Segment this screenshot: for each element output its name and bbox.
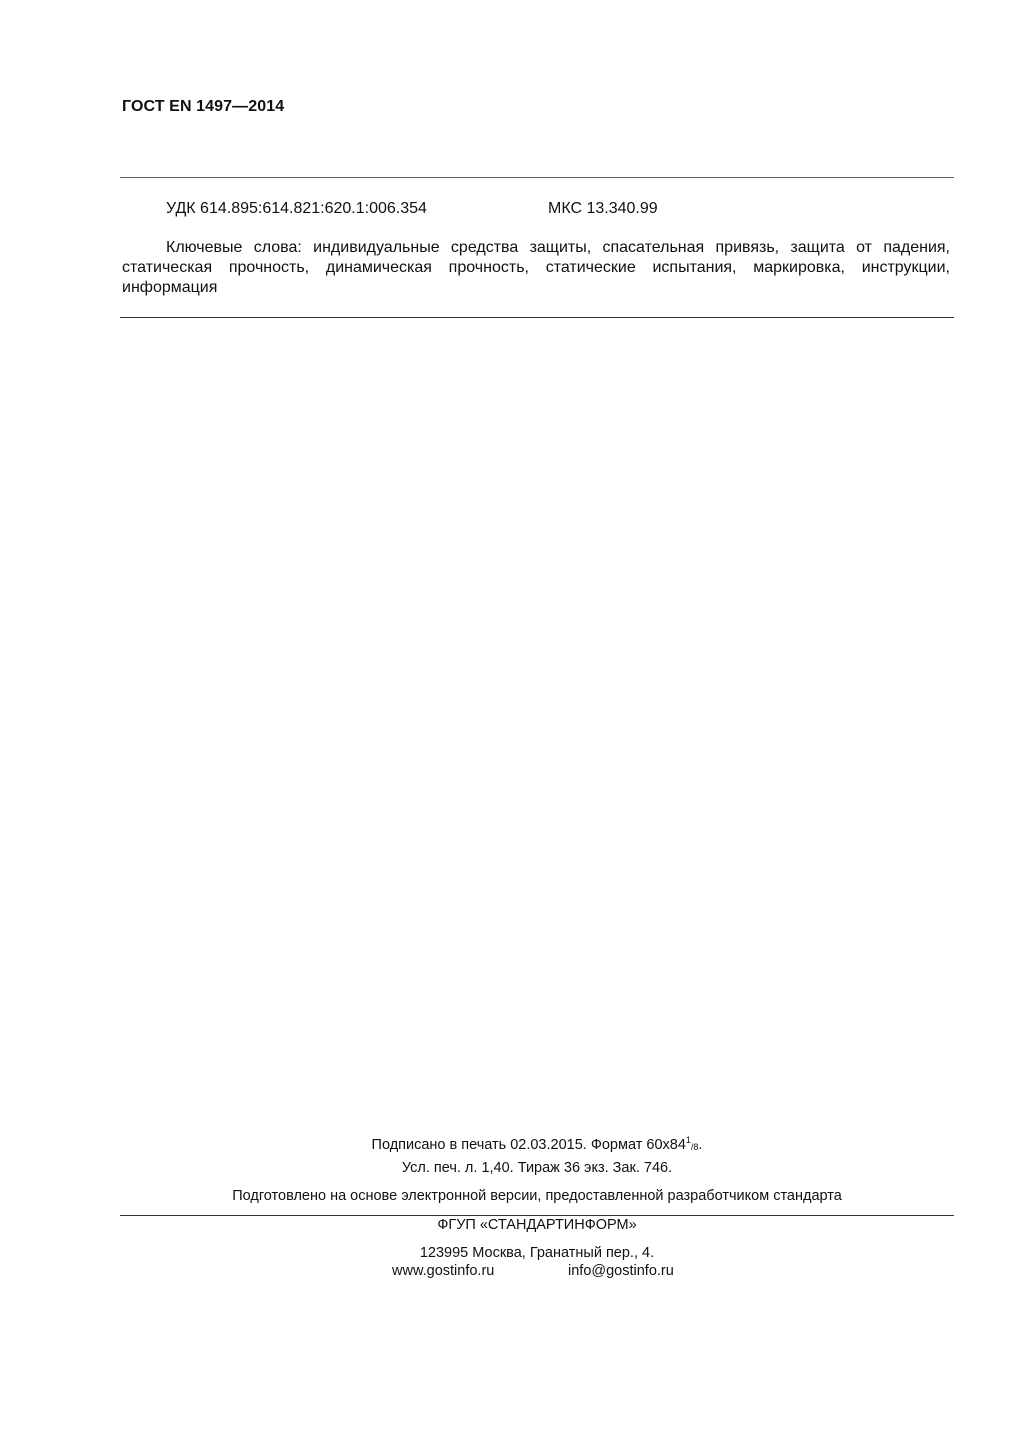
top-divider — [120, 177, 954, 178]
keywords-divider — [120, 317, 954, 318]
publisher-address: 123995 Москва, Гранатный пер., 4. — [419, 1245, 655, 1261]
format-suffix: . — [698, 1137, 703, 1153]
format-fraction-denominator: /8 — [690, 1142, 699, 1152]
publisher-website: www.gostinfo.ru — [392, 1263, 495, 1279]
publisher-email: info@gostinfo.ru — [568, 1263, 674, 1279]
print-details-line: Усл. печ. л. 1,40. Тираж 36 экз. Зак. 746. — [401, 1160, 673, 1176]
publisher-name: ФГУП «СТАНДАРТИНФОРМ» — [437, 1217, 637, 1233]
document-code-header: ГОСТ EN 1497—2014 — [122, 98, 285, 115]
udk-code: УДК 614.895:614.821:620.1:006.354 — [166, 200, 427, 217]
format-fraction-numerator: 1 — [685, 1135, 691, 1145]
signed-date-format: Подписано в печать 02.03.2015. Формат 60x84 — [371, 1137, 686, 1153]
keywords-paragraph: Ключевые слова: индивидуальные средства защиты, спасательная привязь, защита от падения, статическая прочность, динамическая прочность, статические испытания, маркировка, инструкции, информация — [122, 239, 950, 296]
prepared-note-line: Подготовлено на основе электронной версии, предоставленной разработчиком стандарта — [232, 1188, 842, 1204]
mks-code: МКС 13.340.99 — [548, 200, 658, 217]
signed-for-print-line — [120, 1131, 954, 1156]
